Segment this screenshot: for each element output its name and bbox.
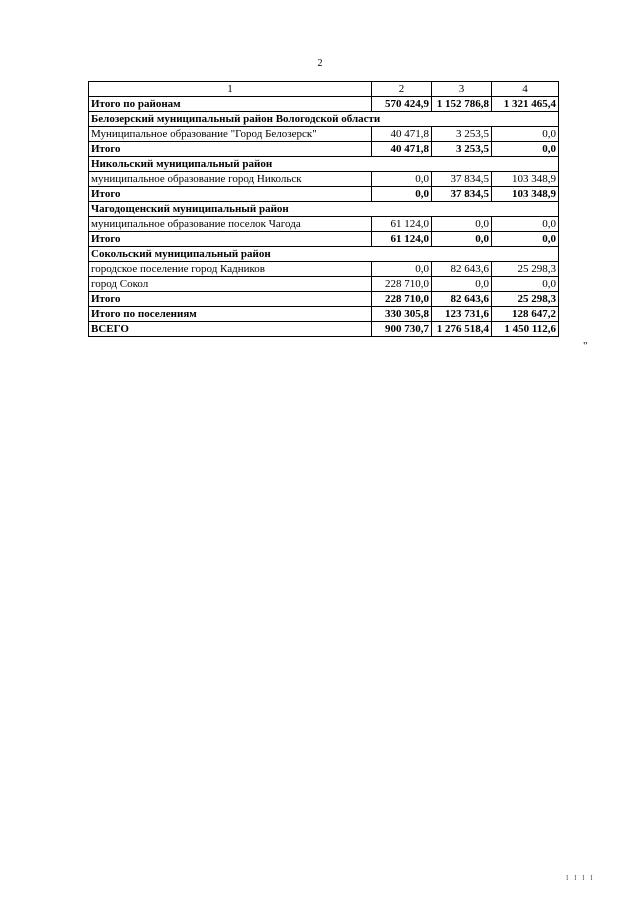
value-cell-4: 0,0 xyxy=(492,277,559,292)
value-cell-3: 3 253,5 xyxy=(432,142,492,157)
table-header-row xyxy=(89,82,559,97)
value-cell-2: 228 710,0 xyxy=(372,277,432,292)
value-cell-3: 1 276 518,4 xyxy=(432,322,492,337)
value-cell-3: 37 834,5 xyxy=(432,187,492,202)
section-row xyxy=(89,247,559,262)
value-cell-2: 40 471,8 xyxy=(372,127,432,142)
value-cell-2: 0,0 xyxy=(372,172,432,187)
total-row xyxy=(89,232,559,247)
value-cell-4: 0,0 xyxy=(492,217,559,232)
value-cell-4: 0,0 xyxy=(492,232,559,247)
total-row xyxy=(89,187,559,202)
row-label: город Сокол xyxy=(89,277,372,292)
value-cell-3: 1 152 786,8 xyxy=(432,97,492,112)
section-row xyxy=(89,157,559,172)
row-label: Муниципальное образование "Город Белозерск" xyxy=(89,127,372,142)
value-cell-2: 330 305,8 xyxy=(372,307,432,322)
value-cell-3: 3 253,5 xyxy=(432,127,492,142)
table-row xyxy=(89,277,559,292)
value-cell-2: 61 124,0 xyxy=(372,217,432,232)
total-row xyxy=(89,97,559,112)
section-title: Никольский муниципальный район xyxy=(89,157,559,172)
value-cell-3: 0,0 xyxy=(432,232,492,247)
value-cell-2: 570 424,9 xyxy=(372,97,432,112)
section-title: Сокольский муниципальный район xyxy=(89,247,559,262)
row-label: Итого xyxy=(89,292,372,307)
value-cell-3: 0,0 xyxy=(432,217,492,232)
value-cell-4: 1 450 112,6 xyxy=(492,322,559,337)
section-row xyxy=(89,112,559,127)
value-cell-4: 103 348,9 xyxy=(492,187,559,202)
row-label: городское поселение город Кадников xyxy=(89,262,372,277)
value-cell-3: 82 643,6 xyxy=(432,292,492,307)
row-label: Итого xyxy=(89,142,372,157)
table-row xyxy=(89,262,559,277)
row-label: Итого по поселениям xyxy=(89,307,372,322)
section-title: Чагодощенский муниципальный район xyxy=(89,202,559,217)
table-row xyxy=(89,127,559,142)
row-label: Итого xyxy=(89,187,372,202)
total-row xyxy=(89,142,559,157)
value-cell-4: 25 298,3 xyxy=(492,292,559,307)
header-cell-1: 1 xyxy=(89,82,372,97)
value-cell-2: 40 471,8 xyxy=(372,142,432,157)
value-cell-3: 0,0 xyxy=(432,277,492,292)
value-cell-2: 61 124,0 xyxy=(372,232,432,247)
value-cell-4: 25 298,3 xyxy=(492,262,559,277)
value-cell-2: 900 730,7 xyxy=(372,322,432,337)
value-cell-3: 82 643,6 xyxy=(432,262,492,277)
header-cell-2: 2 xyxy=(372,82,432,97)
value-cell-3: 123 731,6 xyxy=(432,307,492,322)
section-title: Белозерский муниципальный район Вологодской области xyxy=(89,112,559,127)
value-cell-4: 128 647,2 xyxy=(492,307,559,322)
row-label: Итого xyxy=(89,232,372,247)
value-cell-2: 0,0 xyxy=(372,187,432,202)
footer-marks: I I I I xyxy=(566,874,595,882)
total-row xyxy=(89,322,559,337)
value-cell-4: 0,0 xyxy=(492,127,559,142)
table-row xyxy=(89,172,559,187)
value-cell-4: 1 321 465,4 xyxy=(492,97,559,112)
section-row xyxy=(89,202,559,217)
value-cell-2: 228 710,0 xyxy=(372,292,432,307)
value-cell-4: 0,0 xyxy=(492,142,559,157)
page-number: 2 xyxy=(317,58,323,69)
total-row xyxy=(89,307,559,322)
row-label: Итого по районам xyxy=(89,97,372,112)
total-row xyxy=(89,292,559,307)
row-label: муниципальное образование поселок Чагода xyxy=(89,217,372,232)
row-label: ВСЕГО xyxy=(89,322,372,337)
row-label: муниципальное образование город Никольск xyxy=(89,172,372,187)
table-row xyxy=(89,217,559,232)
value-cell-2: 0,0 xyxy=(372,262,432,277)
budget-table xyxy=(88,81,559,337)
closing-quote-mark: " xyxy=(583,340,588,352)
header-cell-4: 4 xyxy=(492,82,559,97)
header-cell-3: 3 xyxy=(432,82,492,97)
value-cell-4: 103 348,9 xyxy=(492,172,559,187)
value-cell-3: 37 834,5 xyxy=(432,172,492,187)
